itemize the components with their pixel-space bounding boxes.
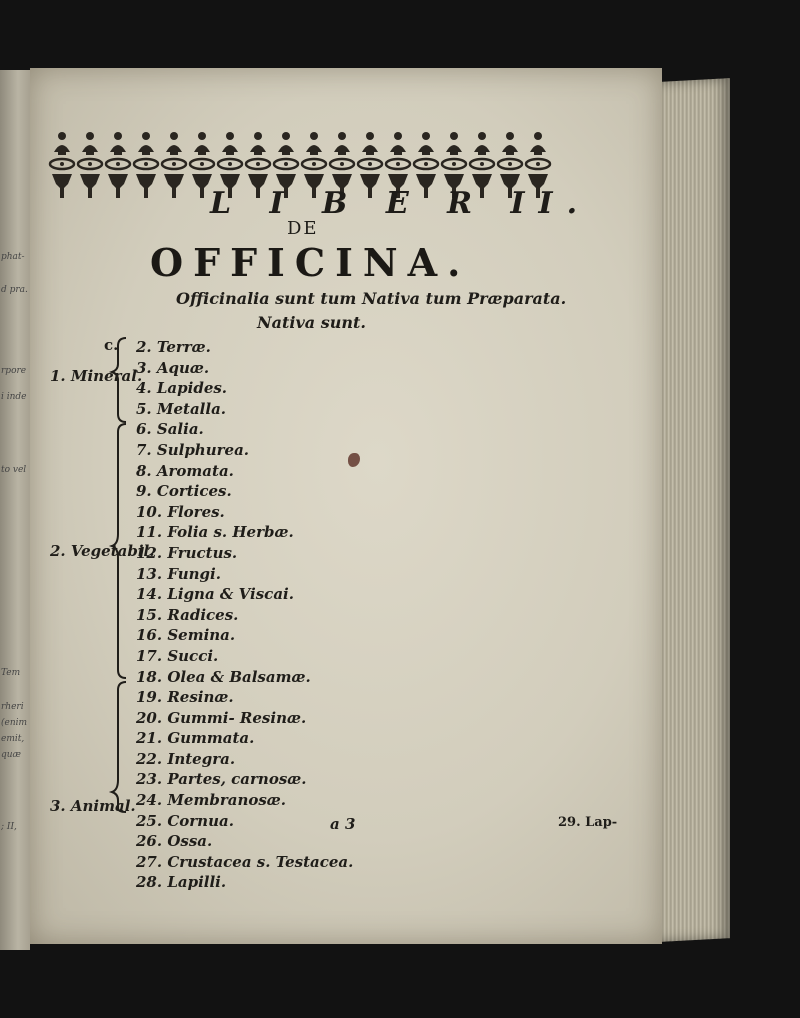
list-item: 19. Resinæ. — [136, 688, 234, 707]
list-item: 14. Ligna & Viscai. — [136, 585, 294, 604]
margin-fragment: (enim — [1, 718, 28, 728]
list-item: 13. Fungi. — [136, 564, 221, 583]
left-page-edge — [0, 70, 30, 950]
list-item: 5. Metalla. — [136, 399, 227, 418]
margin-fragment: rheri — [1, 702, 24, 712]
classification-braces — [108, 334, 136, 814]
list-item: 28. Lapilli. — [136, 873, 227, 892]
list-item: 4. Lapides. — [136, 379, 228, 398]
category-mineral: 1. Mineral. — [50, 367, 143, 385]
margin-fragment: i inde — [1, 392, 27, 402]
margin-fragment: rpore — [1, 366, 27, 376]
page-stack-edge — [660, 78, 730, 942]
list-item: 12. Fructus. — [136, 543, 238, 562]
margin-fragment: Tem — [1, 668, 21, 678]
list-item: 11. Folia s. Herbæ. — [136, 523, 294, 542]
list-item: 26. Ossa. — [136, 832, 213, 851]
list-item: 7. Sulphurea. — [136, 440, 250, 459]
margin-fragment: d pra. — [1, 285, 28, 295]
subtitle-nativa: Nativa sunt. — [257, 313, 366, 332]
list-item: 23. Partes, carnosæ. — [136, 770, 307, 789]
book-heading: L I B E R II. — [210, 186, 592, 221]
subtitle: Officinalia sunt tum Nativa tum Præparata. — [176, 289, 567, 308]
heading-de: DE — [287, 218, 319, 239]
signature-mark: a 3 — [330, 815, 356, 833]
list-item: 17. Succi. — [136, 646, 219, 665]
margin-fragment: ; II, — [1, 822, 17, 832]
list-item: 9. Cortices. — [136, 482, 232, 501]
list-item: 27. Crustacea s. Testacea. — [136, 852, 354, 871]
chapter-title: OFFICINA. — [150, 240, 471, 285]
margin-fragment: emit, — [1, 734, 25, 744]
category-vegetabil: 2. Vegetabil. — [50, 542, 155, 560]
list-item: 18. Olea & Balsamæ. — [136, 667, 311, 686]
items-list — [136, 337, 356, 893]
list-item: 8. Aromata. — [136, 461, 234, 480]
list-item: 25. Cornua. — [136, 811, 234, 830]
margin-fragment: to vel — [1, 465, 27, 475]
margin-fragment: phat- — [1, 252, 25, 262]
margin-fragment: quæ — [1, 750, 22, 760]
list-item: 24. Membranosæ. — [136, 791, 286, 810]
list-item: 6. Salia. — [136, 420, 204, 439]
list-item: 3. Aquæ. — [136, 358, 210, 377]
list-item: 10. Flores. — [136, 502, 225, 521]
list-item: 2. Terræ. — [136, 338, 211, 356]
list-item: 20. Gummi- Resinæ. — [136, 708, 307, 727]
list-item: 15. Radices. — [136, 605, 239, 624]
section-letter: c. — [104, 336, 119, 354]
category-animal: 3. Animal. — [50, 797, 136, 815]
catchword: 29. Lap- — [558, 815, 618, 830]
list-item: 16. Semina. — [136, 626, 236, 645]
list-item: 22. Integra. — [136, 749, 236, 768]
list-item: 21. Gummata. — [136, 729, 255, 748]
